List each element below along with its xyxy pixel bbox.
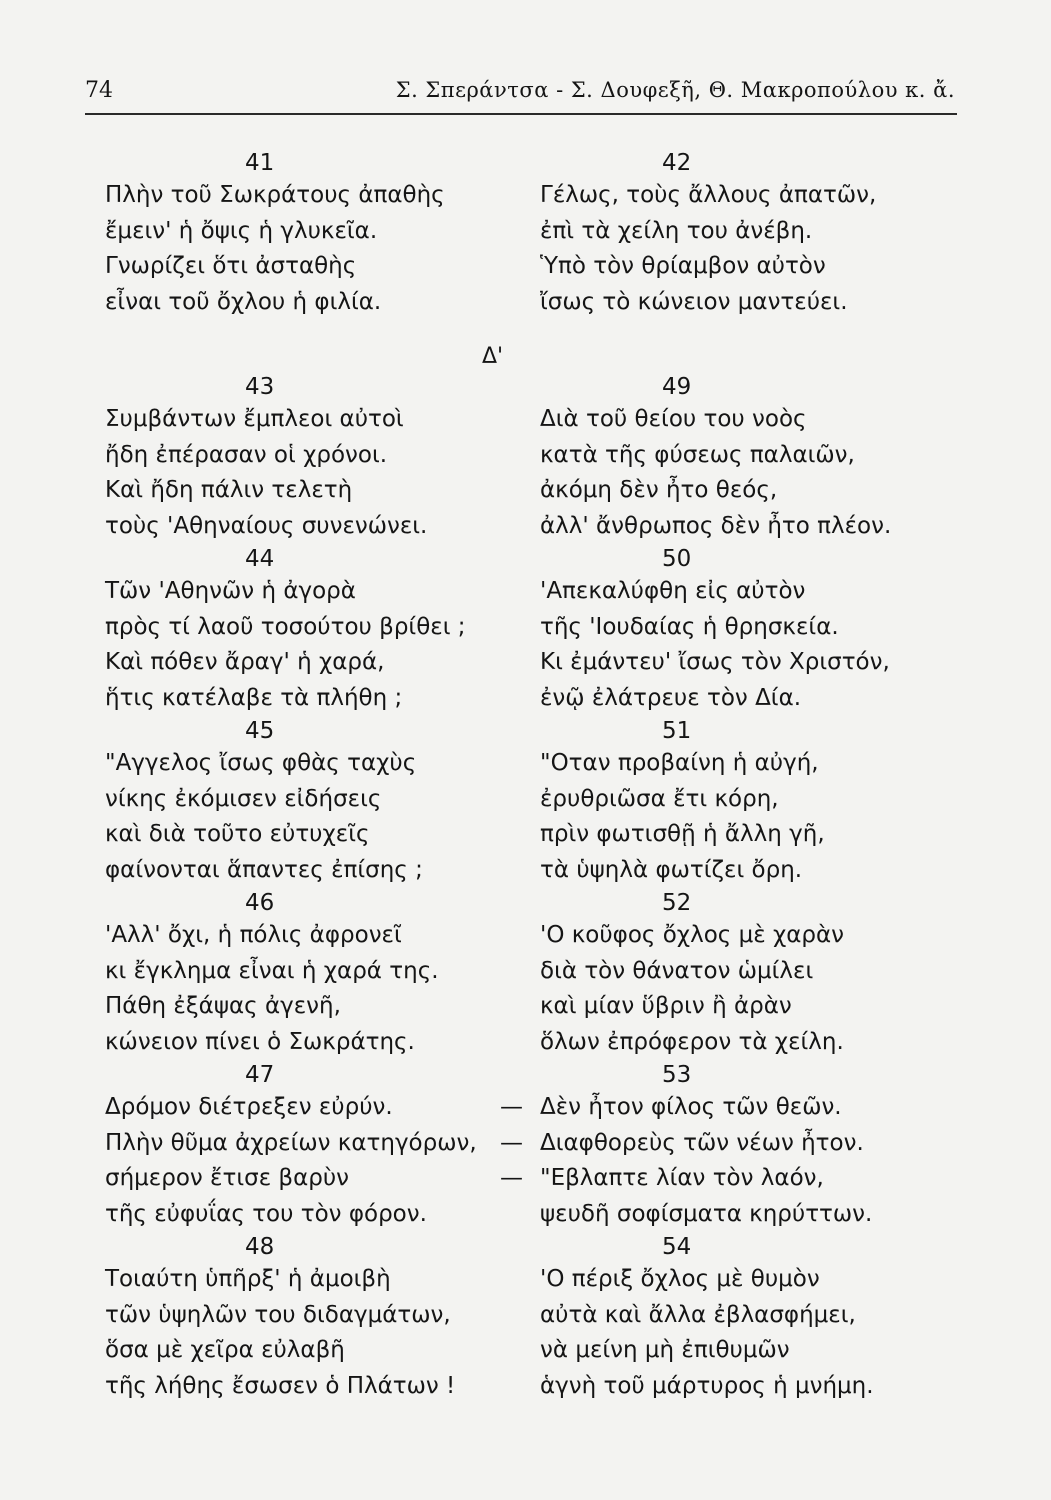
verse-line <box>500 1090 970 1126</box>
verse-line <box>105 1161 545 1197</box>
stanza-number: 47 <box>245 1062 275 1088</box>
verse-line <box>530 681 970 717</box>
verse-text: Δρόμον διέτρεξεν εὐρύν. <box>105 1094 393 1120</box>
poem-stanza <box>530 148 970 320</box>
verse-text: 'Απεκαλύφθη εἰς αὐτὸν <box>540 578 806 604</box>
verse-text: 'Αλλ' ὄχι, ἡ πόλις ἀφρονεῖ <box>105 922 402 948</box>
verse-text: Πάθη ἐξάψας ἀγενῆ, <box>105 993 341 1019</box>
verse-text: Διὰ τοῦ θείου του νοὸς <box>540 406 807 432</box>
poem-stanza <box>105 1060 545 1232</box>
verse-line <box>105 954 545 990</box>
verse-text: Καὶ πόθεν ἄραγ' ἡ χαρά, <box>105 649 385 675</box>
verse-line <box>530 249 970 285</box>
verse-line <box>105 746 545 782</box>
verse-text: Συμβάντων ἔμπλεοι αὐτοὶ <box>105 406 404 432</box>
verse-line <box>500 1161 970 1197</box>
left-column <box>105 148 545 1404</box>
verse-line <box>105 817 545 853</box>
verse-line <box>530 989 970 1025</box>
page-number: 74 <box>85 78 113 103</box>
verse-text: κατὰ τῆς φύσεως παλαιῶν, <box>540 441 855 468</box>
verse-line <box>105 681 545 717</box>
verse-text: Τῶν 'Αθηνῶν ἡ ἀγορὰ <box>105 578 356 604</box>
stanza-number: 51 <box>662 718 692 744</box>
poem-stanza <box>530 716 970 888</box>
verse-text: ἐπὶ τὰ χείλη του ἀνέβη. <box>540 217 813 244</box>
verse-line <box>530 746 970 782</box>
verse-line <box>105 178 545 214</box>
verse-line <box>105 853 545 889</box>
verse-text: ἐνῷ ἐλάτρευε τὸν Δία. <box>540 684 802 711</box>
poem-stanza <box>500 1060 970 1232</box>
verse-line <box>105 402 545 438</box>
verse-text: εἶναι τοῦ ὄχλου ἡ φιλία. <box>105 288 382 315</box>
verse-text: Πλὴν τοῦ Σωκράτους ἀπαθὴς <box>105 182 445 208</box>
verse-line <box>500 1126 970 1162</box>
stanza-number: 42 <box>662 150 692 176</box>
verse-line <box>530 509 970 545</box>
verse-text: Κι ἐμάντευ' ἴσως τὸν Χριστόν, <box>540 649 890 675</box>
verse-line <box>530 473 970 509</box>
verse-line <box>530 178 970 214</box>
stanza-number: 54 <box>662 1234 692 1260</box>
poem-stanza <box>530 544 970 716</box>
verse-text: ἥτις κατέλαβε τὰ πλήθη ; <box>105 684 403 711</box>
verse-text: Γνωρίζει ὅτι ἀσταθὴς <box>105 253 357 279</box>
verse-text: ἀλλ' ἄνθρωπος δὲν ἦτο πλέον. <box>540 512 892 539</box>
verse-text: τῆς 'Ιουδαίας ἡ θρησκεία. <box>540 613 839 640</box>
poem-stanza <box>530 888 970 1060</box>
verse-text: κώνειον πίνει ὁ Σωκράτης. <box>105 1028 415 1055</box>
verse-text: πρὶν φωτισθῇ ἡ ἄλλη γῆ, <box>540 821 825 847</box>
verse-text: Δὲν ἦτον φίλος τῶν θεῶν. <box>540 1094 842 1120</box>
poem-stanza <box>105 1232 545 1404</box>
verse-line <box>105 1197 545 1233</box>
verse-line <box>530 1298 970 1334</box>
verse-line <box>105 249 545 285</box>
running-head: Σ. Σπεράντσα - Σ. Δουφεξῆ, Θ. Μακροπούλου κ. ἄ. <box>395 78 955 102</box>
verse-text: νὰ μείνη μὴ ἐπιθυμῶν <box>540 1337 790 1363</box>
section-mark: Δ' <box>482 344 504 369</box>
verse-line <box>105 438 545 474</box>
verse-line <box>105 989 545 1025</box>
verse-text: Καὶ ἤδη πάλιν τελετὴ <box>105 477 353 503</box>
verse-line <box>530 402 970 438</box>
verse-text: τῶν ὑψηλῶν του διδαγμάτων, <box>105 1301 451 1328</box>
verse-text: "Αγγελος ἴσως φθὰς ταχὺς <box>105 750 417 776</box>
verse-text: 'Ο πέριξ ὄχλος μὲ θυμὸν <box>540 1266 820 1292</box>
verse-text: "Οταν προβαίνη ἡ αὐγή, <box>540 750 819 776</box>
stanza-number: 46 <box>245 890 275 916</box>
verse-line <box>530 1333 970 1369</box>
verse-text: νίκης ἐκόμισεν εἰδήσεις <box>105 785 382 812</box>
dialogue-dash: — <box>500 1094 523 1120</box>
verse-line <box>105 610 545 646</box>
dialogue-dash: — <box>500 1129 523 1156</box>
verse-text: τῆς λήθης ἔσωσεν ὁ Πλάτων ! <box>105 1372 456 1399</box>
verse-text: τῆς εὐφυΐας του τὸν φόρον. <box>105 1200 427 1227</box>
stanza-number: 49 <box>662 374 692 400</box>
right-column <box>500 148 970 1404</box>
verse-text: τὰ ὑψηλὰ φωτίζει ὄρη. <box>540 856 803 883</box>
dialogue-dash: — <box>500 1165 523 1191</box>
verse-text: σήμερον ἔτισε βαρὺν <box>105 1165 350 1191</box>
verse-text: πρὸς τί λαοῦ τοσούτου βρίθει ; <box>105 613 466 640</box>
verse-line <box>530 1369 970 1405</box>
verse-text: "Εβλαπτε λίαν τὸν λαόν, <box>540 1165 824 1191</box>
verse-text: ψευδῆ σοφίσματα κηρύττων. <box>540 1200 873 1227</box>
poem-stanza <box>105 372 545 544</box>
verse-line <box>105 645 545 681</box>
verse-line <box>530 954 970 990</box>
verse-text: καὶ διὰ τοῦτο εὐτυχεῖς <box>105 821 370 847</box>
verse-line <box>105 1090 545 1126</box>
stanza-number: 52 <box>662 890 692 916</box>
verse-line <box>105 214 545 250</box>
verse-text: ἁγνὴ τοῦ μάρτυρος ἡ μνήμη. <box>540 1372 874 1399</box>
verse-line <box>530 574 970 610</box>
verse-line <box>105 1298 545 1334</box>
verse-text: καὶ μίαν ὕβριν ἢ ἀρὰν <box>540 993 792 1019</box>
verse-text: κι ἔγκλημα εἶναι ἡ χαρά της. <box>105 957 439 984</box>
verse-text: Τοιαύτη ὑπῆρξ' ἡ ἀμοιβὴ <box>105 1266 391 1292</box>
stanza-number: 45 <box>245 718 275 744</box>
poem-stanza <box>530 1232 970 1404</box>
verse-line <box>105 1126 545 1162</box>
verse-text: ὅσα μὲ χεῖρα εὐλαβῆ <box>105 1337 345 1363</box>
verse-line <box>530 1197 970 1233</box>
verse-line <box>105 509 545 545</box>
verse-line <box>530 285 970 321</box>
verse-text: ἐρυθριῶσα ἔτι κόρη, <box>540 785 779 812</box>
verse-line <box>530 817 970 853</box>
header-rule <box>85 113 957 115</box>
verse-line <box>105 1333 545 1369</box>
verse-line <box>530 853 970 889</box>
poem-stanza <box>105 544 545 716</box>
verse-line <box>530 918 970 954</box>
verse-line <box>530 214 970 250</box>
verse-text: διὰ τὸν θάνατον ὡμίλει <box>540 957 814 984</box>
verse-line <box>530 438 970 474</box>
verse-line <box>530 645 970 681</box>
stanza-number: 50 <box>662 546 692 572</box>
verse-text: τοὺς 'Αθηναίους συνενώνει. <box>105 512 428 539</box>
verse-line <box>105 1262 545 1298</box>
verse-text: ἔμειν' ἡ ὄψις ἡ γλυκεῖα. <box>105 217 378 244</box>
verse-text: ἴσως τὸ κώνειον μαντεύει. <box>540 288 848 315</box>
verse-line <box>530 1025 970 1061</box>
verse-line <box>530 1262 970 1298</box>
verse-text: Γέλως, τοὺς ἄλλους ἀπατῶν, <box>540 182 877 208</box>
verse-line <box>105 918 545 954</box>
poem-stanza <box>105 148 545 320</box>
verse-text: Ὑπὸ τὸν θρίαμβον αὐτὸν <box>540 253 826 279</box>
verse-text: ἤδη ἐπέρασαν οἱ χρόνοι. <box>105 441 388 468</box>
poem-stanza <box>105 888 545 1060</box>
verse-text: ὅλων ἐπρόφερον τὰ χείλη. <box>540 1028 844 1055</box>
verse-line <box>105 1369 545 1405</box>
verse-text: αὐτὰ καὶ ἄλλα ἐβλασφήμει, <box>540 1301 856 1328</box>
verse-text: φαίνονται ἅπαντες ἐπίσης ; <box>105 856 423 883</box>
poem-stanza <box>105 716 545 888</box>
verse-text: Διαφθορεὺς τῶν νέων ἦτον. <box>540 1129 864 1156</box>
verse-text: ἀκόμη δὲν ἦτο θεός, <box>540 477 778 503</box>
verse-text: Πλὴν θῦμα ἀχρείων κατηγόρων, <box>105 1129 477 1156</box>
stanza-number: 41 <box>245 150 275 176</box>
page-header <box>85 74 955 108</box>
verse-line <box>105 782 545 818</box>
verse-line <box>105 285 545 321</box>
verse-line <box>530 610 970 646</box>
stanza-number: 43 <box>245 374 275 400</box>
verse-line <box>105 1025 545 1061</box>
stanza-number: 53 <box>662 1062 692 1088</box>
verse-text: 'Ο κοῦφος ὄχλος μὲ χαρὰν <box>540 922 845 948</box>
verse-line <box>105 473 545 509</box>
verse-line <box>530 782 970 818</box>
stanza-number: 44 <box>245 546 275 572</box>
verse-line <box>105 574 545 610</box>
stanza-number: 48 <box>245 1234 275 1260</box>
poem-stanza <box>530 372 970 544</box>
